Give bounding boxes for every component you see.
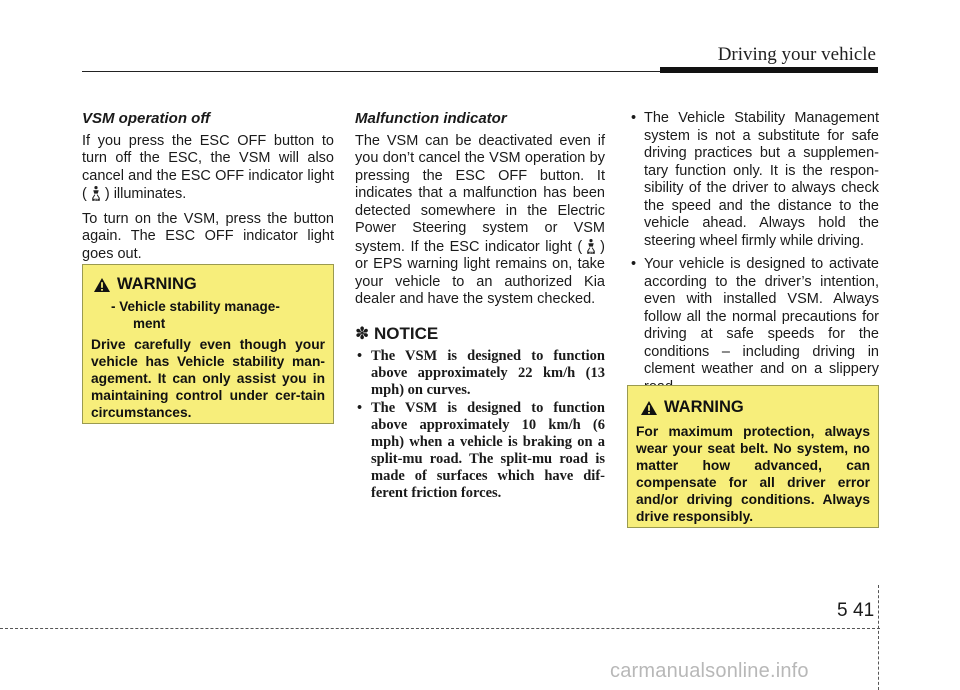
- warning-label: WARNING: [117, 275, 197, 293]
- warning-body: For maximum protection, always wear your seat belt. No system, no matter how advanced, can compensate for all driver error and/or driving conditions. Always drive responsibly.: [636, 424, 870, 524]
- esc-indicator-icon: [584, 238, 598, 254]
- text-run: ) or EPS warning light remains on, take your vehicle to an authorized Kia dealer and have the system checked.: [355, 238, 605, 307]
- notice-title: ✽ NOTICE: [355, 323, 439, 343]
- header-rule: [82, 71, 662, 72]
- bullet-list: [627, 110, 879, 396]
- esc-off-indicator-icon: [89, 185, 103, 201]
- malfunction-indicator-heading: Malfunction indicator: [355, 110, 507, 127]
- footer-rule: [0, 628, 880, 629]
- text-run: ) illuminates.: [104, 186, 187, 202]
- list-item: • Your vehicle is designed to activate according to the driver’s intention, even with installed VSM. Always follow all the normal precautions for driving at safe speeds for the conditions – including driving in clement weather and on a slippery: [627, 256, 879, 396]
- warning-title: [93, 275, 333, 294]
- notice-list: [355, 348, 605, 502]
- section-title: Driving your vehicle: [717, 44, 876, 65]
- page-number: 41: [853, 600, 875, 621]
- warning-box-stability: [82, 264, 334, 424]
- text-run: The VSM can be deactivated even if you don’t cancel the VSM operation by pressing the ESC OFF button. It indicates that a malfunction has been detected somewhere in the Electric Power Steering system or VSM system. If the ESC indicator light (: [355, 132, 605, 255]
- warning-subject: [111, 298, 323, 332]
- notice-item: • The VSM is designed to function above approximately 10 km/h (6 mph) when a vehicle is braking on a split-mu road. The split-mu road is made of surfaces which have dif-ferent friction forces.: [355, 400, 605, 502]
- column-right: [627, 110, 879, 402]
- chapter-number: 5: [837, 600, 848, 621]
- column-middle: [355, 110, 605, 503]
- warning-triangle-icon: [640, 400, 658, 416]
- vsm-on-paragraph: To turn on the VSM, press the button again. The ESC OFF indicator light goes out.: [82, 210, 334, 262]
- text-run: If you press the ESC OFF button to turn off the ESC, the VSM will also cancel and the ESC OFF indicator light (: [82, 132, 334, 202]
- warning-triangle-icon: [93, 277, 111, 293]
- header-rule-accent: [660, 67, 878, 73]
- warning-title: [640, 398, 878, 417]
- footer-divider: [878, 585, 879, 690]
- notice-item: • The VSM is designed to function above approximately 22 km/h (13 mph) on curves.: [355, 348, 605, 399]
- warning-subject-line2: ment: [133, 316, 166, 331]
- watermark: carmanualsonline.info: [610, 660, 809, 682]
- column-left: [82, 110, 334, 270]
- warning-body: Drive carefully even though your vehicle has Vehicle stability man-agement. It can only assist you in maintaining control under cer-tain circumstances.: [91, 337, 325, 420]
- vsm-operation-off-heading: VSM operation off: [82, 110, 211, 127]
- warning-label: WARNING: [664, 398, 744, 416]
- warning-subject-line1: - Vehicle stability manage-: [111, 299, 280, 314]
- list-item: • The Vehicle Stability Management system is not a substitute for safe driving practices but a supplemen-tary function only. It is the respon-sibility of the driver to always check the speed and the distance to the vehicle ahead. Always hold the steering wheel firmly while driving.: [627, 110, 879, 250]
- svg-text:OFF: OFF: [589, 250, 594, 254]
- svg-text:OFF: OFF: [93, 198, 98, 201]
- vsm-off-paragraph: [82, 133, 334, 204]
- malfunction-paragraph: [355, 133, 605, 309]
- warning-box-seatbelt: [627, 385, 879, 528]
